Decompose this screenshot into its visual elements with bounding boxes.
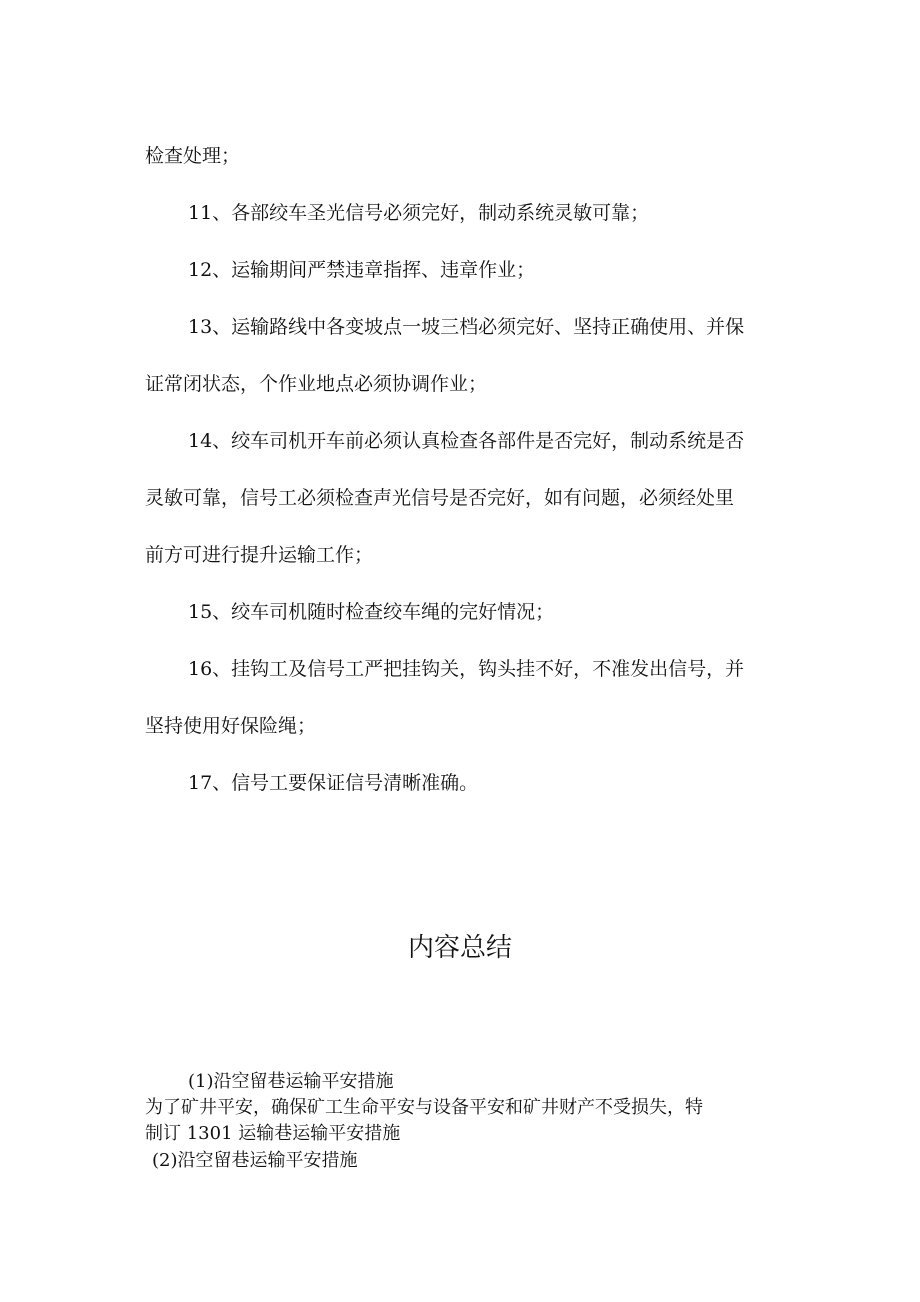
- summary-heading: 内容总结: [407, 933, 512, 963]
- item-14-line-2: 灵敏可靠，信号工必须检查声光信号是否完好，如有问题，必须经处里: [145, 487, 735, 509]
- summary-item-1: (1)沿空留巷运输平安措施: [188, 1071, 394, 1092]
- item-16-line-2: 坚持使用好保险绳；: [145, 715, 317, 737]
- text-line-continuation: 检查处理；: [145, 145, 241, 167]
- item-15: 15、绞车司机随时检查绞车绳的完好情况；: [188, 601, 555, 623]
- summary-item-2: (2)沿空留巷运输平安措施: [152, 1150, 358, 1171]
- item-11: 11、各部绞车圣光信号必须完好，制动系统灵敏可靠；: [188, 202, 650, 224]
- summary-text-line-2: 制订 1301 运输巷运输平安措施: [145, 1123, 401, 1144]
- item-14-line-1: 14、绞车司机开车前必须认真检查各部件是否完好，制动系统是否: [188, 430, 745, 452]
- item-16-line-1: 16、挂钩工及信号工严把挂钩关，钩头挂不好，不准发出信号，并: [188, 658, 745, 680]
- item-13-line-2: 证常闭状态，个作业地点必须协调作业；: [145, 373, 488, 395]
- item-14-line-3: 前方可进行提升运输工作；: [145, 544, 374, 566]
- item-12: 12、运输期间严禁违章指挥、违章作业；: [188, 259, 536, 281]
- summary-text-line-1: 为了矿井平安，确保矿工生命平安与设备平安和矿井财产不受损失，特: [145, 1097, 703, 1118]
- item-17: 17、信号工要保证信号清晰准确。: [188, 772, 479, 794]
- item-13-line-1: 13、运输路线中各变坡点一坡三档必须完好、坚持正确使用、并保: [188, 316, 745, 338]
